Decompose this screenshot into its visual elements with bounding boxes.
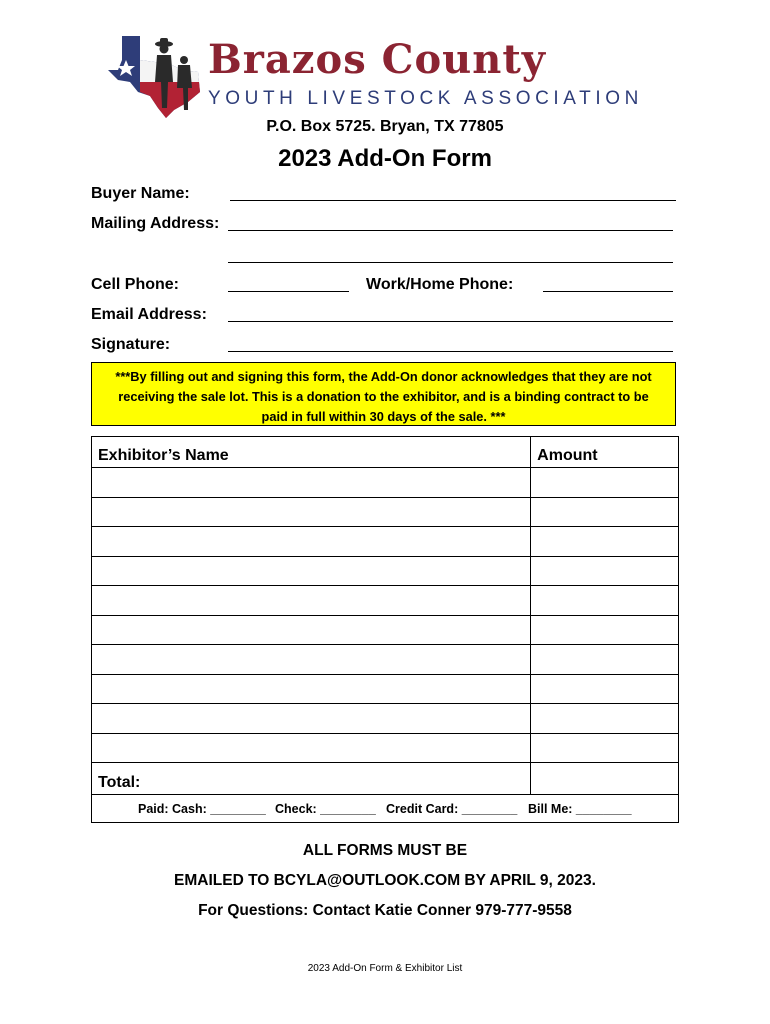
amount-cell[interactable] xyxy=(531,615,679,645)
email-address-label: Email Address: xyxy=(91,306,207,323)
cell-phone-label: Cell Phone: xyxy=(91,276,180,293)
table-row xyxy=(92,645,679,675)
payment-check[interactable]: Check: ________ xyxy=(275,801,376,816)
cell-phone-field[interactable] xyxy=(228,291,349,292)
amount-header: Amount xyxy=(531,437,679,468)
mailing-address-field-line-1[interactable] xyxy=(228,230,673,231)
payment-credit-card[interactable]: Credit Card: ________ xyxy=(386,801,518,816)
exhibitor-name-cell[interactable] xyxy=(92,586,531,616)
payment-bill-me[interactable]: Bill Me: ________ xyxy=(528,801,632,816)
exhibitor-name-cell[interactable] xyxy=(92,733,531,763)
amount-cell[interactable] xyxy=(531,586,679,616)
work-home-phone-label: Work/Home Phone: xyxy=(366,276,514,293)
notice-line-3: paid in full within 30 days of the sale. *** xyxy=(261,409,506,424)
table-row xyxy=(92,556,679,586)
table-row xyxy=(92,527,679,557)
email-address-field[interactable] xyxy=(228,321,673,322)
donation-notice xyxy=(91,362,676,426)
payment-options xyxy=(92,795,679,823)
org-title: Brazos County xyxy=(208,36,547,83)
total-amount-cell[interactable] xyxy=(531,763,679,795)
buyer-name-field[interactable] xyxy=(230,200,676,201)
footer-line-3: For Questions: Contact Katie Conner 979-777-9558 xyxy=(198,902,572,919)
exhibitor-name-cell[interactable] xyxy=(92,468,531,498)
amount-cell[interactable] xyxy=(531,674,679,704)
amount-cell[interactable] xyxy=(531,645,679,675)
exhibitor-name-cell[interactable] xyxy=(92,556,531,586)
signature-field[interactable] xyxy=(228,351,673,352)
signature-label: Signature: xyxy=(91,336,171,353)
total-row xyxy=(92,763,679,795)
table-row xyxy=(92,468,679,498)
amount-cell[interactable] xyxy=(531,527,679,557)
footer-line-2: EMAILED TO BCYLA@OUTLOOK.COM BY APRIL 9, 2023. xyxy=(174,872,596,889)
buyer-name-label: Buyer Name: xyxy=(91,185,190,202)
exhibitor-name-cell[interactable] xyxy=(92,674,531,704)
texas-silhouette-icon xyxy=(100,30,210,120)
mailing-address-header: P.O. Box 5725. Bryan, TX 77805 xyxy=(266,118,504,135)
table-row xyxy=(92,497,679,527)
amount-cell[interactable] xyxy=(531,468,679,498)
mailing-address-field-line-2[interactable] xyxy=(228,262,673,263)
footer-line-1: ALL FORMS MUST BE xyxy=(302,842,468,859)
exhibitor-name-cell[interactable] xyxy=(92,704,531,734)
payment-row xyxy=(92,795,679,823)
exhibitor-name-cell[interactable] xyxy=(92,615,531,645)
payment-cash[interactable]: Paid: Cash: ________ xyxy=(138,801,266,816)
amount-cell[interactable] xyxy=(531,733,679,763)
form-title: 2023 Add-On Form xyxy=(278,145,492,172)
mailing-address-label: Mailing Address: xyxy=(91,215,220,232)
table-row xyxy=(92,615,679,645)
amount-cell[interactable] xyxy=(531,556,679,586)
work-home-phone-field[interactable] xyxy=(543,291,673,292)
notice-line-2: receiving the sale lot. This is a donation to the exhibitor, and is a binding contract to be xyxy=(118,389,649,404)
table-row xyxy=(92,733,679,763)
amount-cell[interactable] xyxy=(531,704,679,734)
amount-cell[interactable] xyxy=(531,497,679,527)
table-row xyxy=(92,704,679,734)
table-row xyxy=(92,586,679,616)
table-row xyxy=(92,674,679,704)
exhibitor-name-cell[interactable] xyxy=(92,527,531,557)
notice-line-1: ***By filling out and signing this form, the Add-On donor acknowledges that they are not xyxy=(115,369,652,384)
exhibitor-name-cell[interactable] xyxy=(92,497,531,527)
total-label: Total: xyxy=(92,763,531,795)
exhibitor-name-header: Exhibitor’s Name xyxy=(92,437,531,468)
org-subtitle: YOUTH LIVESTOCK ASSOCIATION xyxy=(208,88,643,109)
table-header-row xyxy=(92,437,679,468)
exhibitor-name-cell[interactable] xyxy=(92,645,531,675)
exhibitor-table xyxy=(91,436,679,823)
org-logo xyxy=(100,30,680,120)
page-footer: 2023 Add-On Form & Exhibitor List xyxy=(307,963,463,974)
